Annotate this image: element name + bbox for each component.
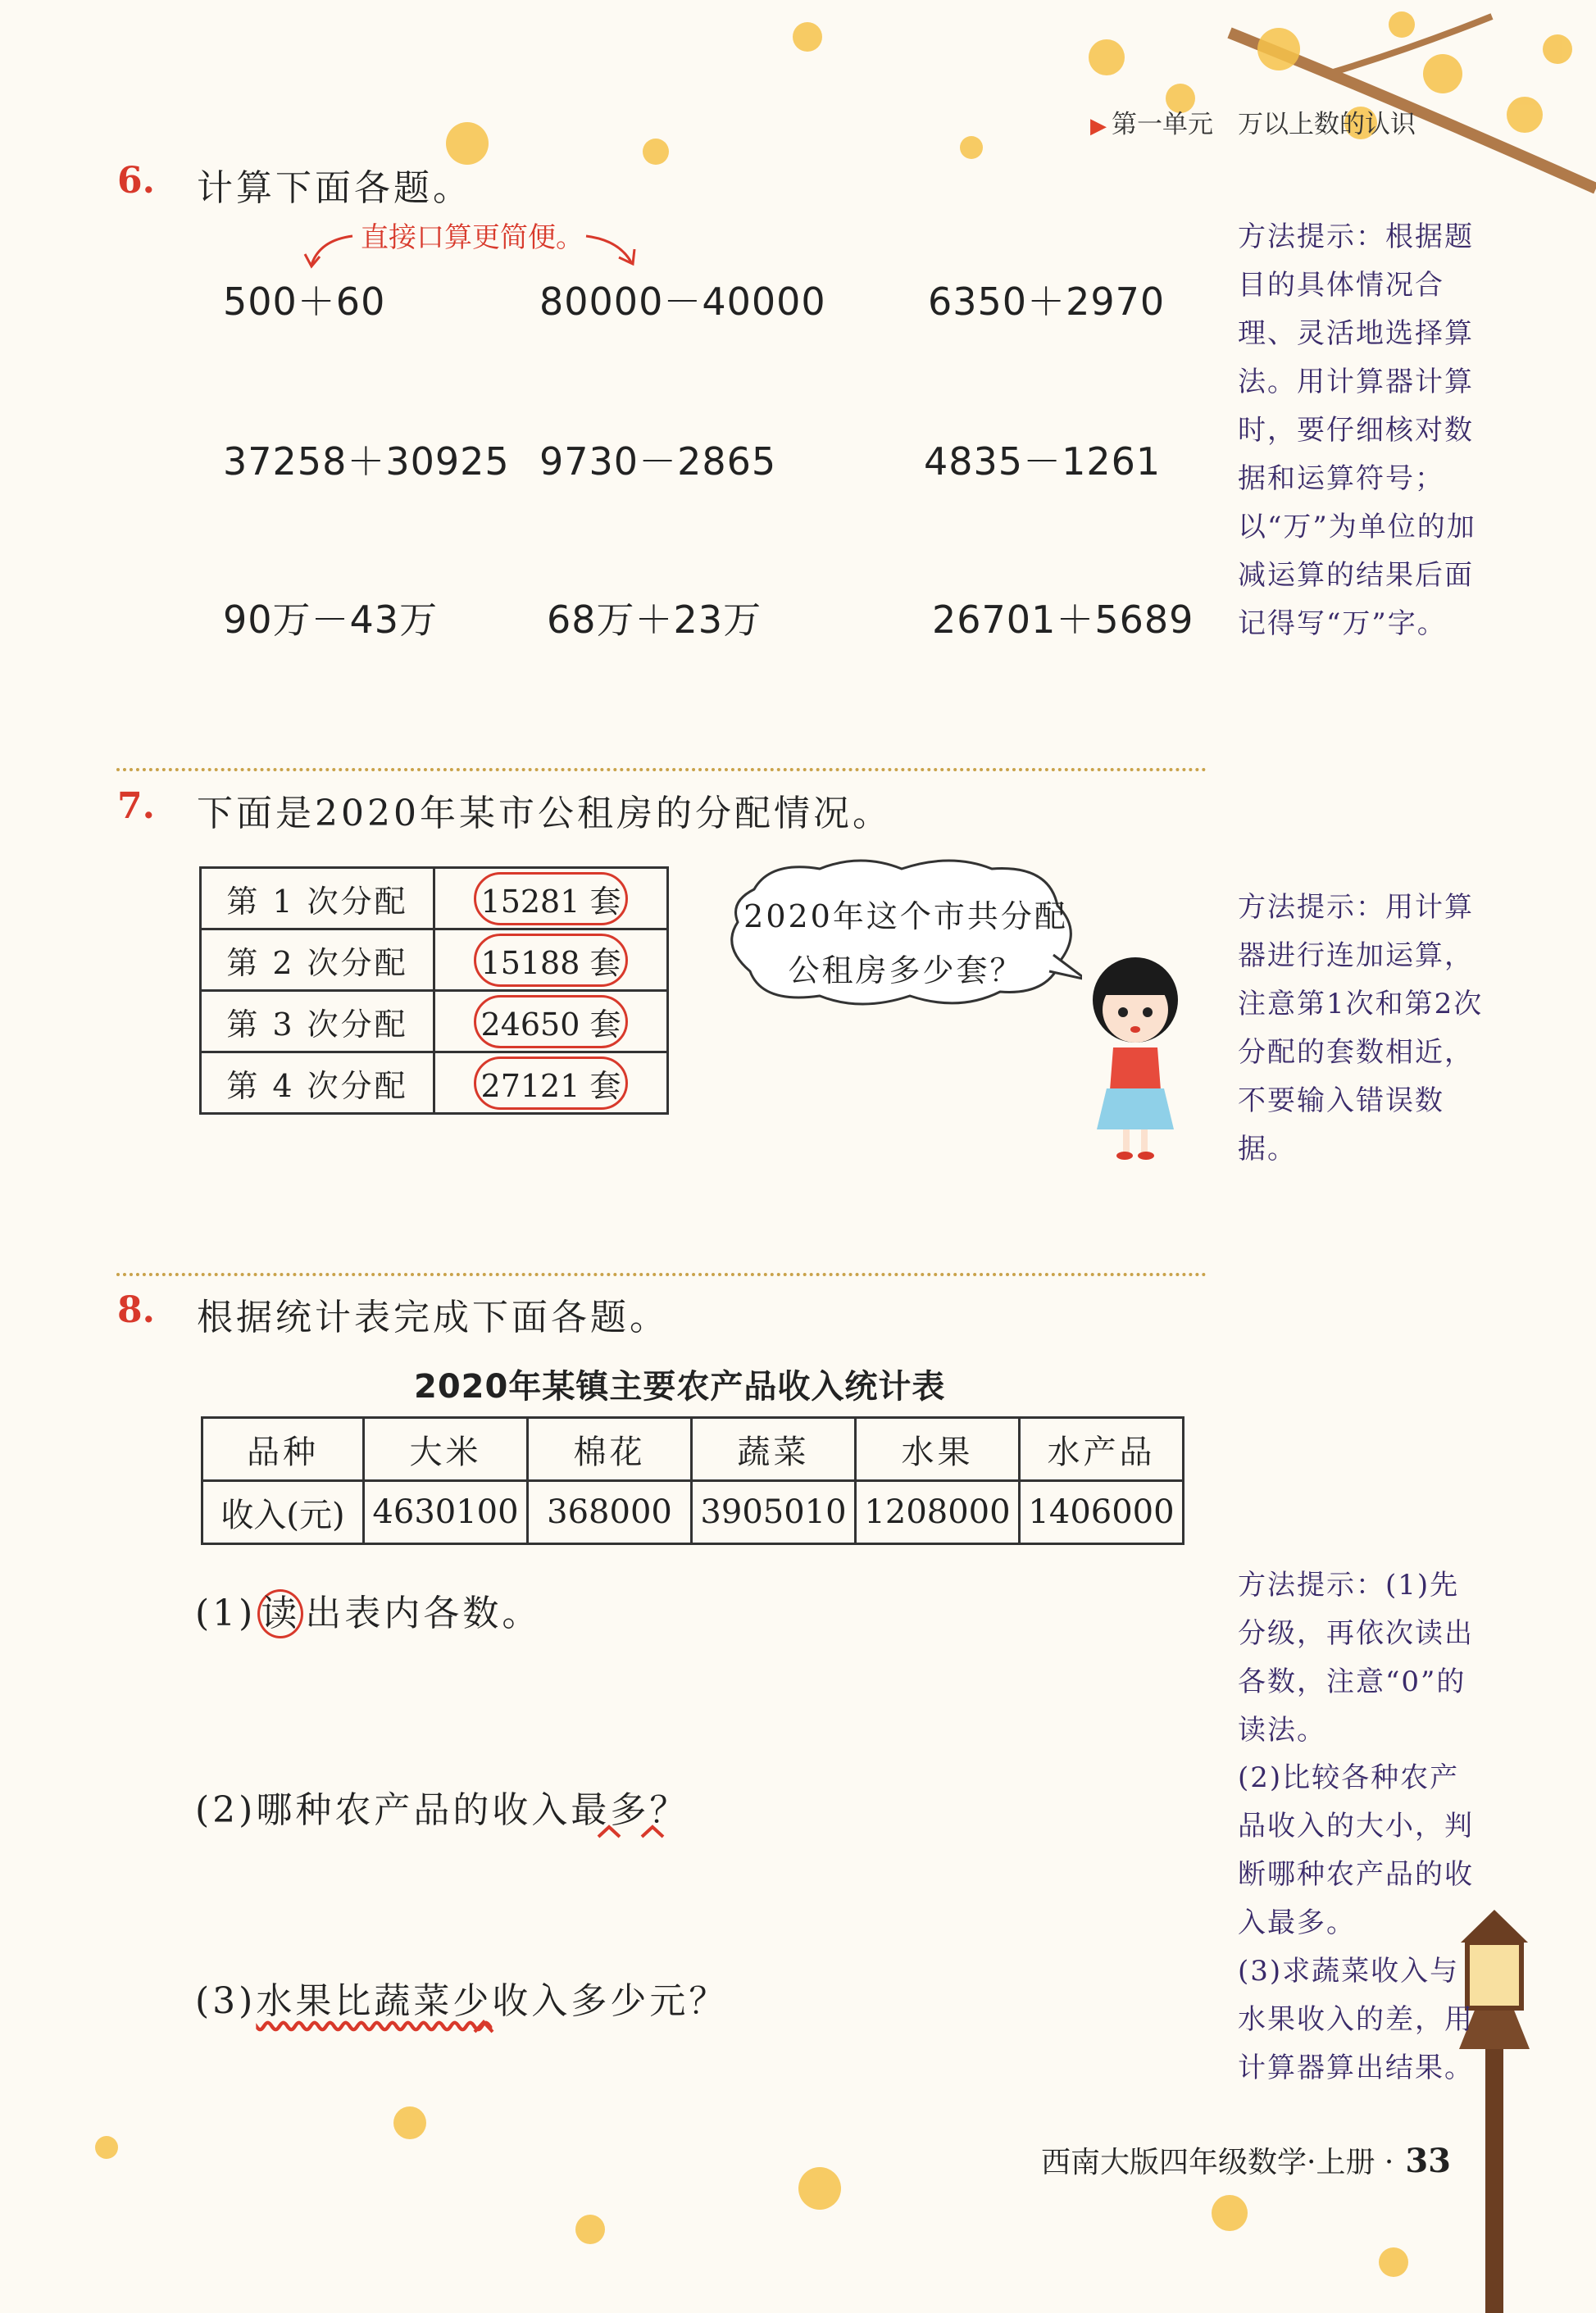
sub2-emphasis: 最多 (571, 1789, 650, 1831)
question-6-title: 计算下面各题。 (197, 167, 472, 209)
question-7-number: 7. (117, 785, 155, 827)
header-cell: 蔬菜 (692, 1418, 856, 1481)
income-value: 4630100 (364, 1481, 528, 1544)
sub3-rest: 收入多少元？ (492, 1980, 729, 2022)
income-value: 1406000 (1020, 1481, 1184, 1544)
expression-9: 26701＋5689 (932, 598, 1194, 642)
header-cell: 水产品 (1020, 1418, 1184, 1481)
side-hint-q8-1: 方法提示：(1)先分级，再依次读出各数，注意“0”的读法。 (1238, 1569, 1474, 1747)
row-label: 第 3 次分配 (201, 991, 434, 1052)
section-divider (116, 768, 1207, 771)
question-8-title: 根据统计表完成下面各题。 (197, 1297, 669, 1338)
circled-char: 读 (257, 1589, 303, 1638)
table-row (201, 991, 668, 1052)
question-7-title: 下面是2020年某市公租房的分配情况。 (197, 793, 892, 834)
row-label: 第 4 次分配 (201, 1052, 434, 1114)
row-value: 15281 套 (474, 872, 629, 925)
side-hint-q8-2: (2)比较各种农产品收入的大小，判断哪种农产品的收入最多。 (1238, 1761, 1474, 1939)
table-row (201, 929, 668, 991)
income-label: 收入(元) (202, 1481, 364, 1544)
side-hint-q8-3: (3)求蔬菜收入与水果收入的差，用计算器算出结果。 (1238, 1955, 1474, 2084)
expression-5: 9730－2865 (539, 439, 777, 484)
header-cell: 大米 (364, 1418, 528, 1481)
row-label: 第 2 次分配 (201, 929, 434, 991)
row-value: 27121 套 (474, 1057, 629, 1110)
sub1-rest: 出表内各数。 (305, 1593, 542, 1634)
expression-7: 90万－43万 (223, 598, 439, 642)
table-row (201, 868, 668, 929)
expression-4: 37258＋30925 (223, 439, 510, 484)
girl-character (1074, 951, 1197, 1164)
allocation-table (199, 866, 669, 1115)
income-value: 1208000 (856, 1481, 1020, 1544)
side-hint-q7: 方法提示：用计算器进行连加运算，注意第1次和第2次分配的套数相近，不要输入错误数据。 (1238, 891, 1484, 1166)
side-hint-q6: 方法提示：根据题目的具体情况合理、灵活地选择算法。用计算器计算时，要仔细核对数据和运算符号；以“万”为单位的加减运算的结果后面记得写“万”字。 (1238, 220, 1476, 640)
table-title: 2020年某镇主要农产品收入统计表 (414, 1368, 946, 1406)
sub3-wavy-text: 水果比蔬菜少 (256, 1980, 493, 2022)
sub-question-1 (195, 1584, 541, 1638)
header-cell: 水果 (856, 1418, 1020, 1481)
unit-topic: 万以上数的认识 (1238, 110, 1416, 139)
sub3-prefix: (3) (195, 1980, 257, 2022)
triangle-marker-icon: ▶ (1090, 114, 1107, 139)
section-divider (116, 1273, 1207, 1276)
unit-label: 第一单元 (1112, 110, 1213, 139)
unit-header (1090, 103, 1416, 140)
row-value: 24650 套 (474, 995, 629, 1048)
row-value: 15188 套 (474, 934, 629, 987)
book-title: 西南大版四年级数学·上册 · (1041, 2146, 1394, 2179)
question-8-number: 8. (117, 1289, 155, 1331)
row-label: 第 1 次分配 (201, 868, 434, 929)
expression-6: 4835－1261 (924, 439, 1162, 484)
emphasis-marks-icon (594, 1824, 676, 1840)
sub1-prefix: (1) (195, 1593, 257, 1634)
header-cell: 品种 (202, 1418, 364, 1481)
expression-2: 80000－40000 (539, 279, 826, 324)
sub2-suffix: ？ (649, 1789, 689, 1831)
income-table (201, 1416, 1184, 1545)
expression-8: 68万＋23万 (547, 598, 762, 642)
page-number: 33 (1405, 2142, 1452, 2180)
table-header-row (202, 1418, 1184, 1481)
income-value: 368000 (528, 1481, 692, 1544)
expression-3: 6350＋2970 (928, 279, 1166, 324)
header-cell: 棉花 (528, 1418, 692, 1481)
income-value: 3905010 (692, 1481, 856, 1544)
sub-question-3 (195, 1971, 728, 2024)
sub2-prefix: (2)哪种农产品的收入 (195, 1789, 571, 1831)
expression-1: 500＋60 (223, 279, 386, 324)
question-6-number: 6. (117, 160, 155, 202)
page-footer (1041, 2139, 1451, 2181)
emphasis-mark-icon (471, 2019, 496, 2035)
mental-math-hint: 直接口算更简便。 (361, 221, 584, 254)
table-row (202, 1481, 1184, 1544)
table-row (201, 1052, 668, 1114)
speech-text: 2020年这个市共分配公租房多少套？ (743, 898, 1068, 988)
